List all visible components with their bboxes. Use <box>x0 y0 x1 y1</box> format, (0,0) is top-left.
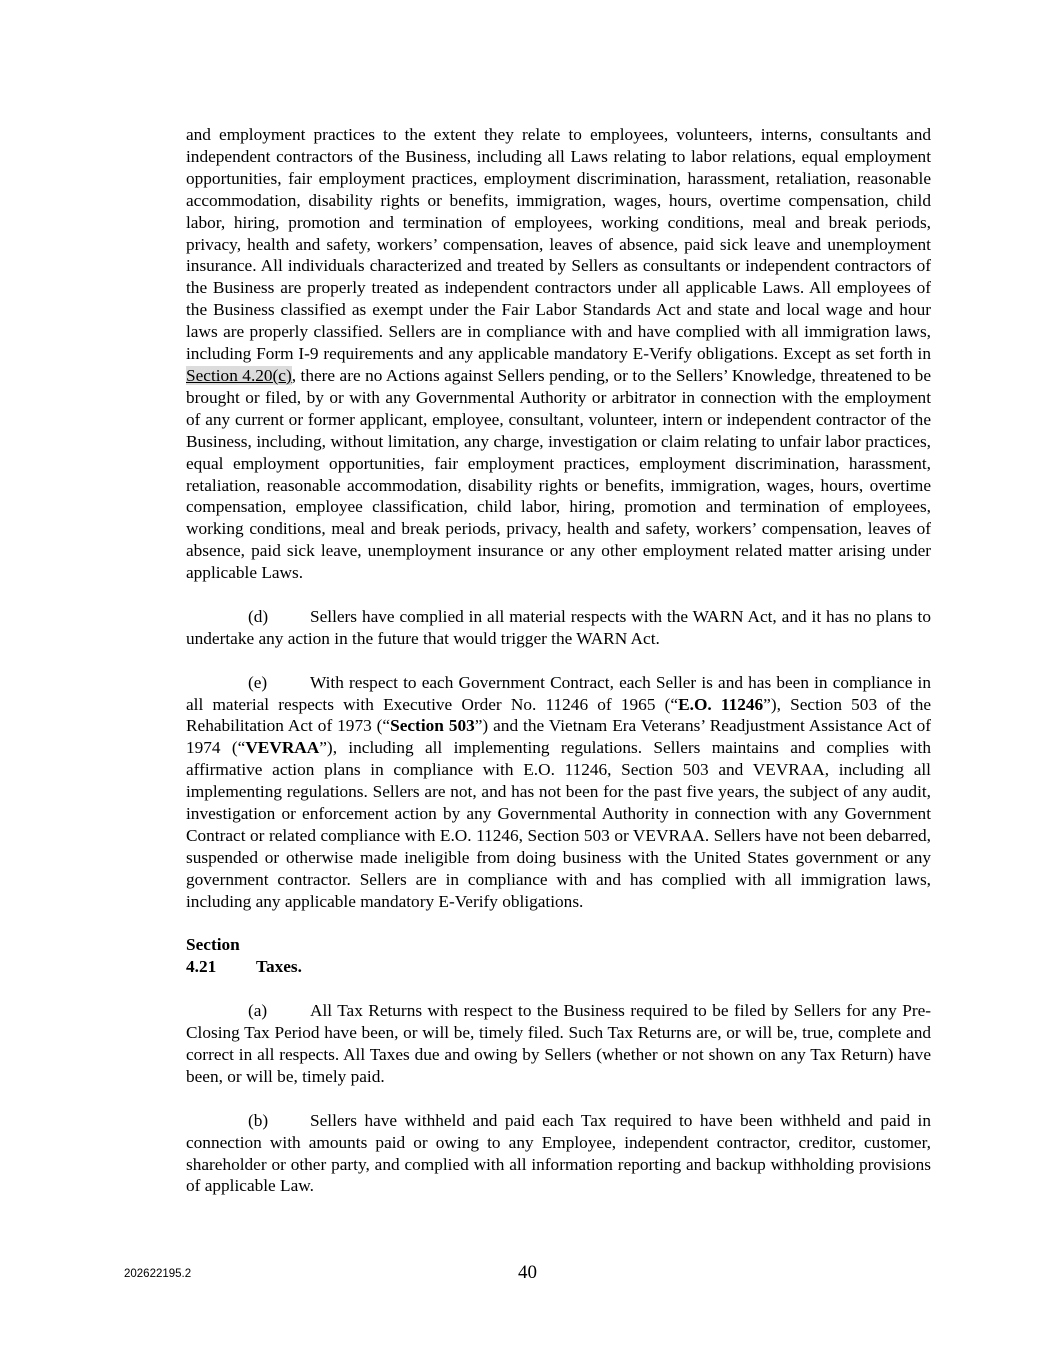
section-heading <box>186 934 931 978</box>
clause-e-defined-term-section-503: Section 503 <box>390 716 475 736</box>
clause-e-text-2: ”), Section 503 of the Rehabilitation Act of 1973 (“ <box>186 694 932 736</box>
clause-e-text-4: ”), including all implementing regulations. Sellers maintains and complies with affirmative action plans in compliance with E.O. 11246, Section 503 and VEVRAA, including all implementing regulations. Sellers are not, and has not been for the past five years, the subject of any audit, investigation or enforcement action by any Governmental Authority in connection with any Government Contract or related compliance with E.O. 11246, Section 503 or VEVRAA. Sellers have not been debarred, suspended or otherwise made ineligible from doing business with the United States government or any government contractor. Sellers are in compliance with and has complied with all immigration laws, including any applicable mandatory E-Verify obligations. <box>186 738 931 911</box>
clause-b-text: Sellers have withheld and paid each Tax required to have been withheld and paid in connection with amounts paid or owing to any Employee, independent contractor, creditor, customer, shareholder or other party, and complied with all information reporting and backup withholding provisions of applicable Law. <box>186 1110 931 1196</box>
paragraph-text-part-2: , there are no Actions against Sellers pending, or to the Sellers’ Knowledge, threatened to be brought or filed, by or with any Governmental Authority or arbitrator in connection with the employment of any current or former applicant, employee, consultant, volunteer, intern or independent contractor of the Business, including, without limitation, any charge, investigation or claim relating to unfair labor practices, equal employment opportunities, fair employment practices, employment discrimination, harassment, retaliation, reasonable accommodation, disability rights or benefits, immigration, wages, hours, overtime compensation, employee classification, child labor, hiring, promotion and termination of employees, working conditions, meal and break periods, privacy, health and safety, workers’ compensation, leaves of absence, paid sick leave, unemployment insurance or any other employment related matter arising under applicable Laws. <box>186 365 931 583</box>
clause-a <box>186 1000 931 1088</box>
clause-e <box>186 672 931 913</box>
document-id: 202622195.2 <box>124 1268 192 1280</box>
clause-e-label: (e) <box>248 672 268 692</box>
clause-e-defined-term-eo-11246: E.O. 11246 <box>678 694 764 714</box>
section-4-20c-cross-reference-link[interactable]: Section 4.20(c) <box>186 365 292 385</box>
clause-d-text: Sellers have complied in all material respects with the WARN Act, and it has no plans to undertake any action in the future that would trigger the WARN Act. <box>186 606 931 648</box>
clause-e-text-1: With respect to each Government Contract, each Seller is and has been in compliance in all material respects with Executive Order No. 11246 of 1965 (“ <box>186 672 931 714</box>
clause-e-defined-term-vevraa: VEVRAA <box>245 738 320 758</box>
clause-a-text: All Tax Returns with respect to the Business required to be filed by Sellers for any Pre-Closing Tax Period have been, or will be, timely filed. Such Tax Returns are, or will be, true, complete and correct in all respects. All Taxes due and owing by Sellers (whether or not shown on any Tax Return) have been, or will be, timely paid. <box>186 1001 931 1086</box>
paragraph-text-part-1: and employment practices to the extent they relate to employees, volunteers, interns, consultants and independent contractors of the Business, including all Laws relating to labor relations, equal employment opportunities, fair employment practices, employment discrimination, harassment, retaliation, reasonable accommodation, disability rights or benefits, immigration, wages, hours, overtime compensation, child labor, hiring, promotion and termination of employees, working conditions, meal and break periods, privacy, health and safety, workers’ compensation, leaves of absence, paid sick leave and unemployment insurance. All individuals characterized and treated by Sellers as consultants or independent contractors of the Business are properly treated as independent contractors under all applicable Laws. All employees of the Business classified as exempt under the Fair Labor Standards Act and state and local wage and hour laws are properly classified. Sellers are in compliance with and have complied with all immigration laws, including Form I-9 requirements and any applicable mandatory E-Verify obligations. Except as set forth in <box>186 125 931 364</box>
clause-a-label: (a) <box>248 1001 268 1021</box>
clause-d-label: (d) <box>248 606 269 626</box>
clause-b-label: (b) <box>248 1110 269 1130</box>
clause-d <box>186 606 931 650</box>
section-number: Section 4.21 <box>186 935 240 977</box>
clause-e-text-3: ”) and the Vietnam Era Veterans’ Readjustment Assistance Act of 1974 (“ <box>186 716 931 758</box>
section-title: Taxes. <box>256 957 302 977</box>
clause-b <box>186 1110 931 1198</box>
paragraph-continued <box>186 124 931 584</box>
document-body <box>186 124 931 1197</box>
page-number: 40 <box>518 1262 537 1283</box>
